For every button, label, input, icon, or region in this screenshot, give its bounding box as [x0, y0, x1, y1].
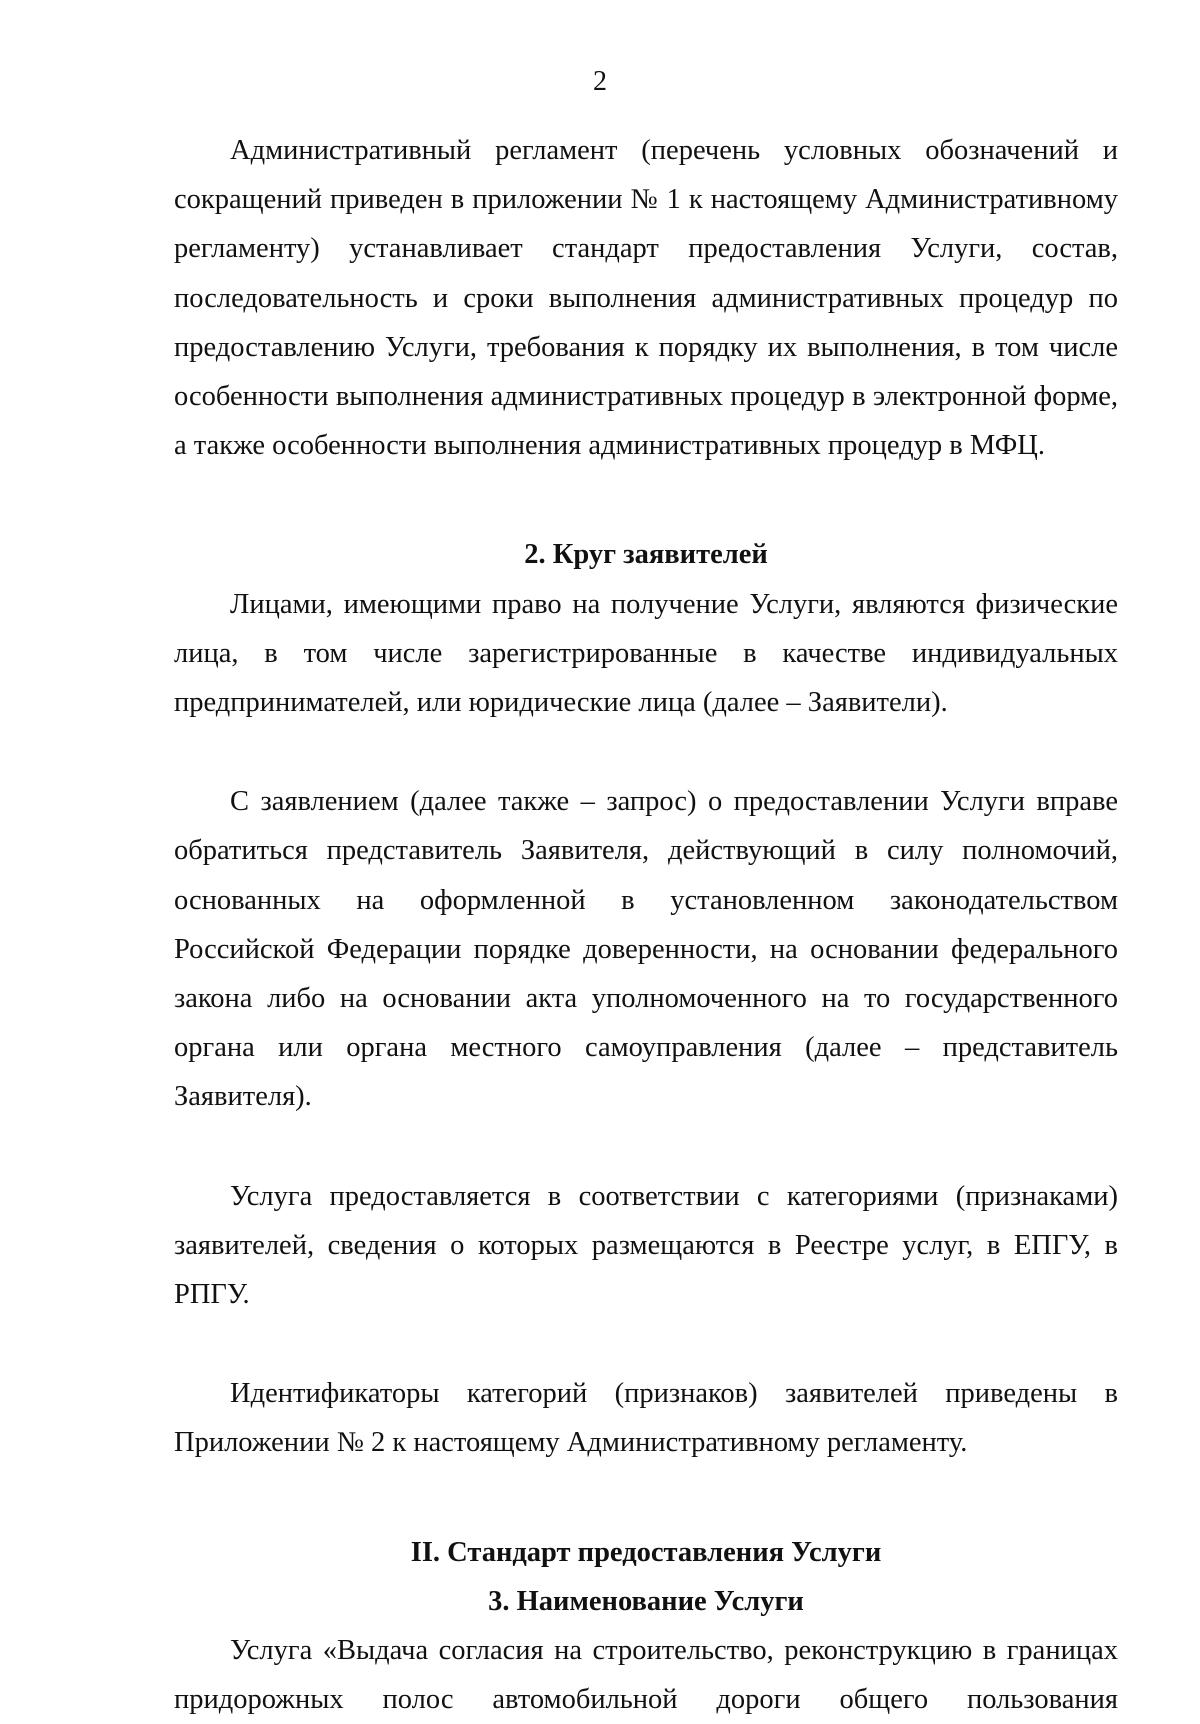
paragraph-categories: Услуга предоставляется в соответствии с категориями (признаками) заявителей, сведения о которых размещаются в Реестре услуг, в ЕПГУ, в РПГУ. [174, 1180, 1118, 1311]
intro-paragraph: Административный регламент (перечень условных обозначений и сокращений приведен в приложении № 1 к настоящему Административному регламенту) устанавливает стандарт предоставления Услуги, состав, последовательность и сроки выполнения административных процедур по предоставлению Услуги, требования к порядку их выполнения, в том числе особенности выполнения административных процедур в электронной форме, а также особенности выполнения административных процедур в МФЦ. [174, 135, 1118, 462]
chapter-heading-standard: II. Стандарт предоставления Услуги [410, 1536, 882, 1568]
paragraph-service-name: Услуга «Выдача согласия на строительство, реконструкцию в границах придорожных полос автомобильной дороги общего пользования [174, 1635, 1118, 1716]
paragraph-representative: С заявлением (далее также – запрос) о предоставлении Услуги вправе обратиться представитель Заявителя, действующий в силу полномочий, основанных на оформленной в установленном законодательством Российской Федерации порядке доверенности, на основании федерального закона либо на основании акта уполномоченного на то государственного органа или органа местного самоуправления (далее – представитель Заявителя). [174, 786, 1118, 1113]
section-heading-applicants: 2. Круг заявителей [524, 539, 768, 571]
document-body [174, 126, 1118, 1724]
paragraph-identifiers: Идентификаторы категорий (признаков) заявителей приведены в Приложении № 2 к настоящему Административному регламенту. [174, 1378, 1118, 1459]
page-number: 2 [593, 66, 607, 97]
paragraph-applicants-definition: Лицами, имеющими право на получение Услуги, являются физические лица, в том числе зарегистрированные в качестве индивидуальных предпринимателей, или юридические лица (далее – Заявители). [174, 588, 1118, 719]
section-heading-service-name: 3. Наименование Услуги [488, 1585, 804, 1617]
